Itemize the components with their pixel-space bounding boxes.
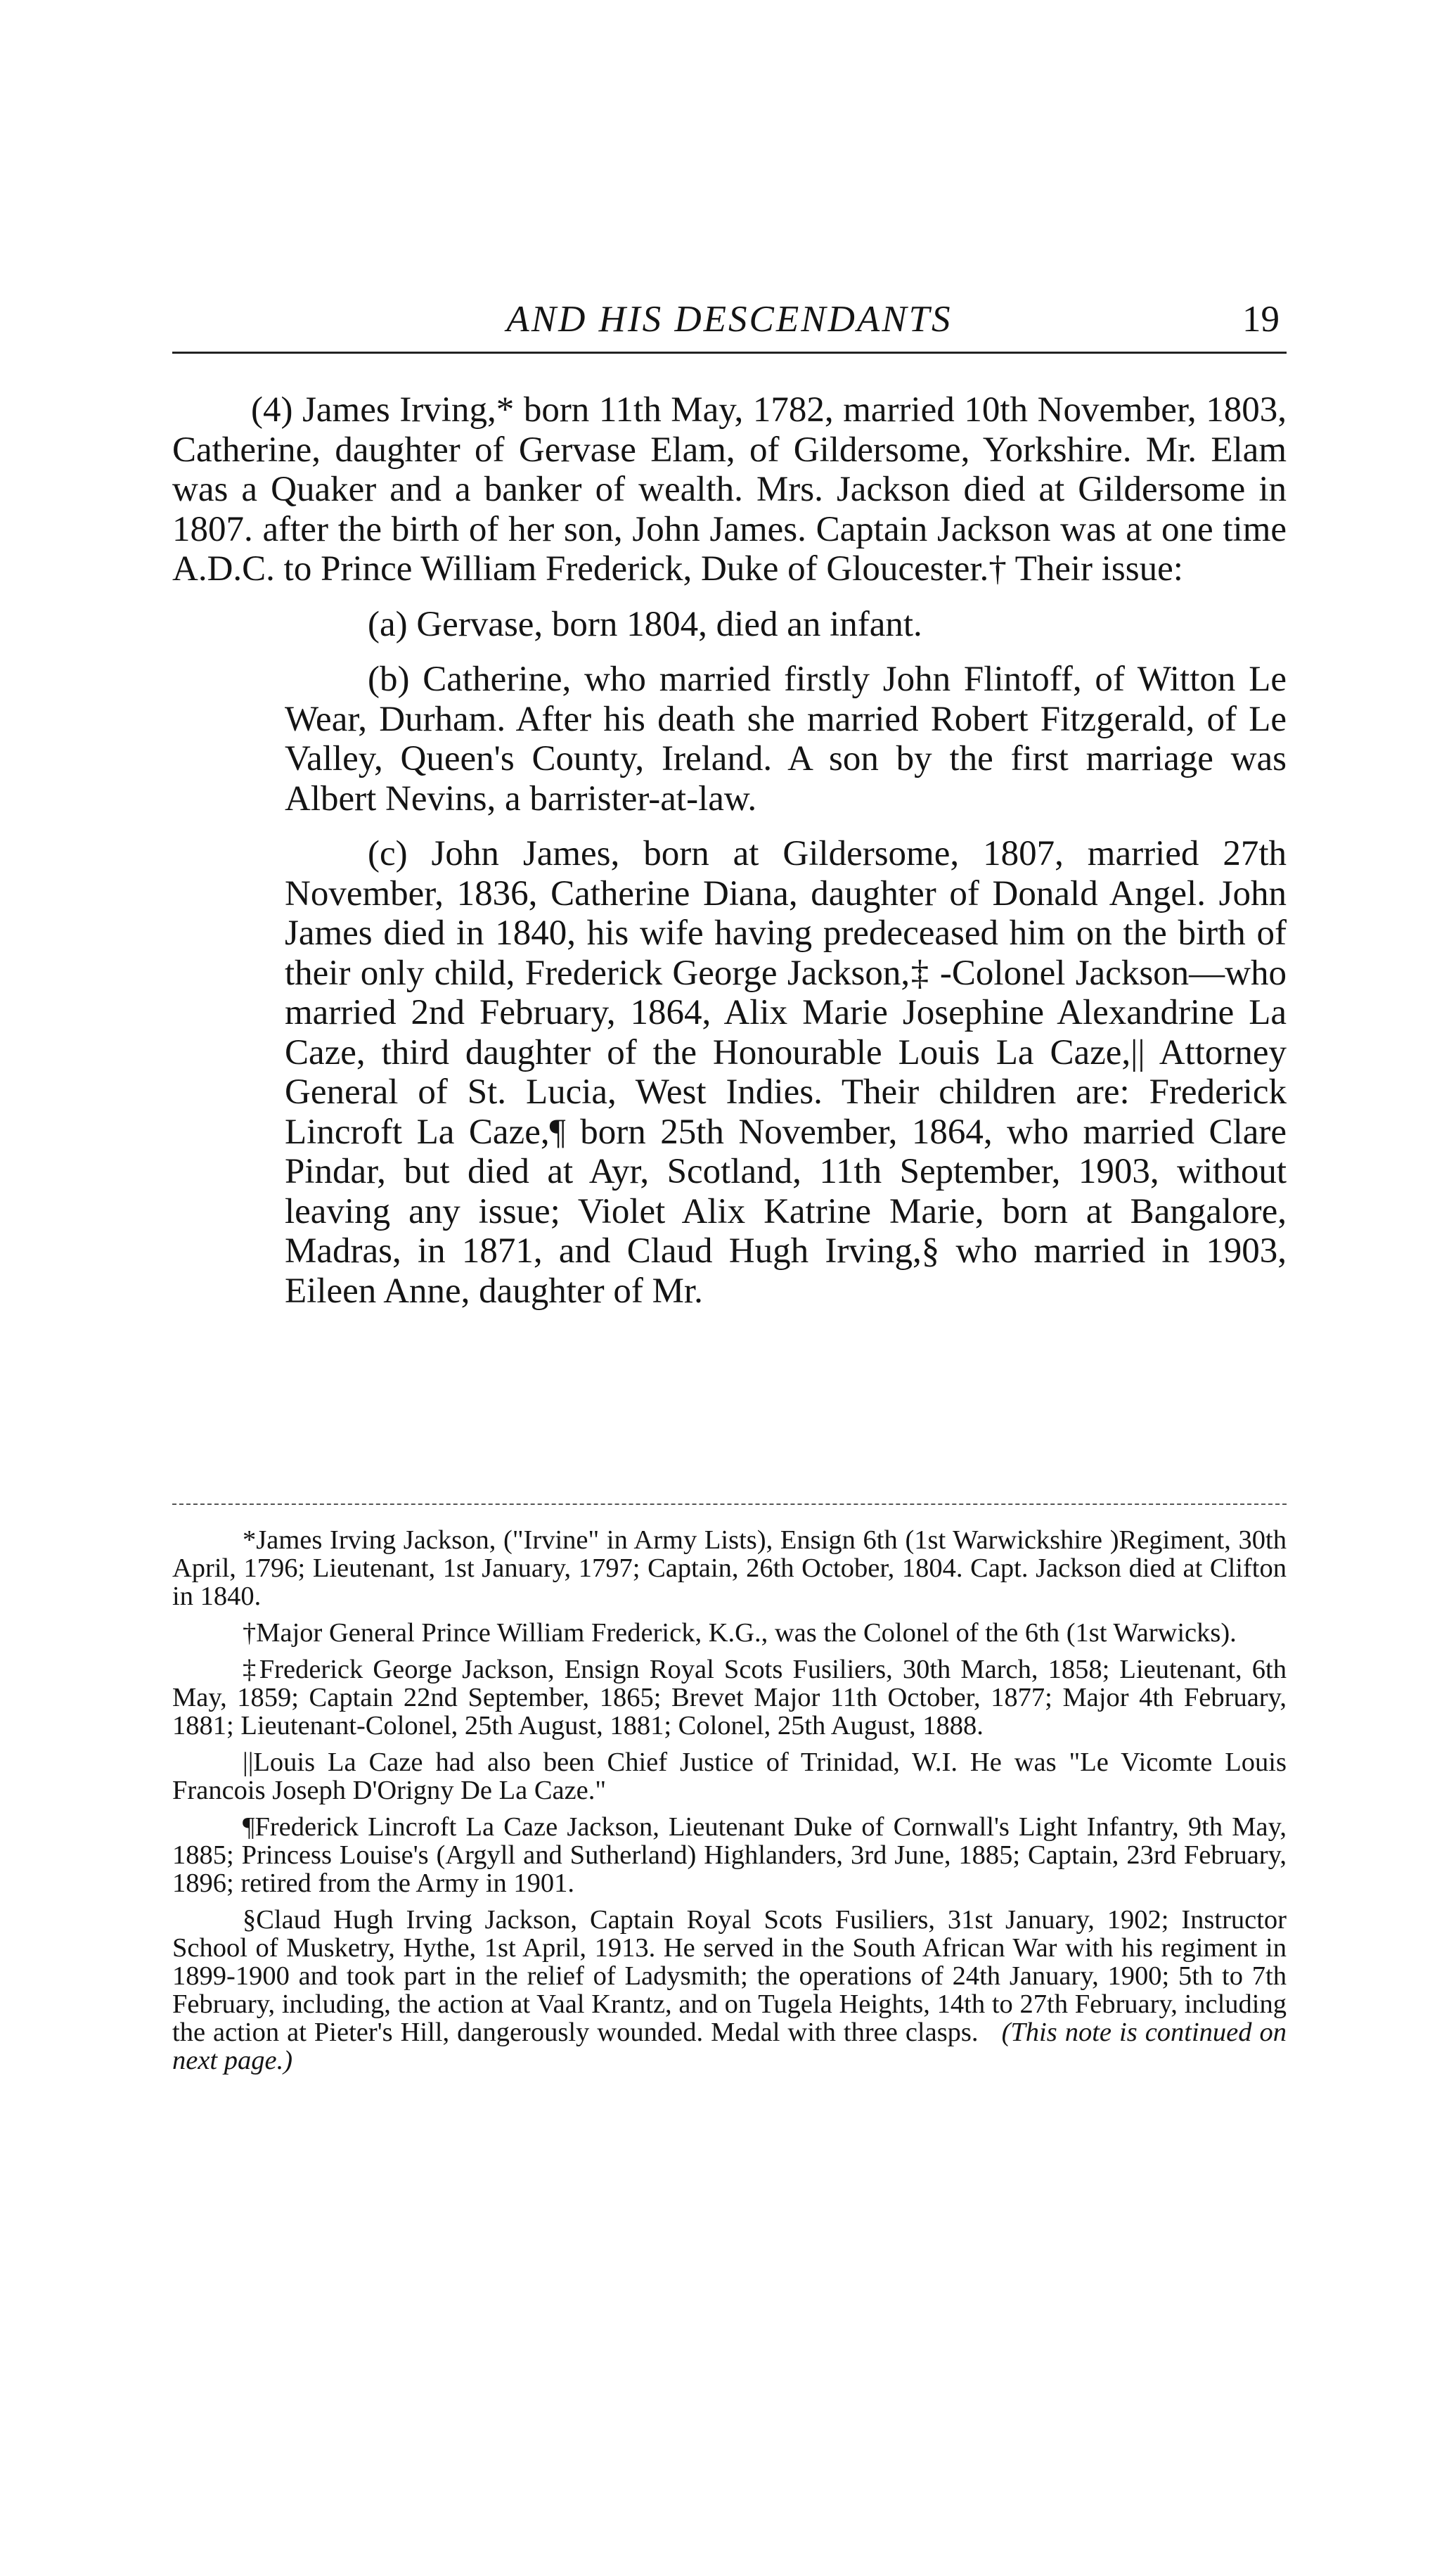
footnote-dagger: †Major General Prince William Frederick, K.G., was the Colonel of the 6th (1st Warwicks). xyxy=(243,1618,1237,1648)
continuation-note: (This note is continued on next page.) xyxy=(172,2018,1287,2075)
footnote-parallel: ||Louis La Caze had also been Chief Justice of Trinidad, W.I. He was "Le Vicomte Louis Francois Joseph D'Origny De La Caze." xyxy=(172,1748,1287,1805)
footnotes xyxy=(172,1526,1287,2083)
issue-item-a: (a) Gervase, born 1804, died an infant. xyxy=(368,604,922,644)
page-number: 19 xyxy=(1242,299,1280,340)
footnote-divider xyxy=(172,1504,1287,1505)
issue-item-b: (b) Catherine, who married firstly John Flintoff, of Witton Le Wear, Durham. After his death she married Robert Fitzgerald, of Le Valley, Queen's County, Ireland. A son by the first marriage was Albert Nevins, a barrister-at-law. xyxy=(285,660,1287,819)
main-text xyxy=(172,390,1287,1326)
paragraph-james-irving: (4) James Irving,* born 11th May, 1782, married 10th November, 1803, Catherine, daughter of Gervase Elam, of Gildersome, Yorkshire. Mr. Elam was a Quaker and a banker of wealth. Mrs. Jackson died at Gildersome in 1807. after the birth of her son, John James. Captain Jackson was at one time A.D.C. to Prince William Frederick, Duke of Gloucester.† Their issue: xyxy=(172,390,1287,589)
running-title: AND HIS DESCENDANTS xyxy=(506,299,953,340)
footnote-pilcrow: ¶Frederick Lincroft La Caze Jackson, Lieutenant Duke of Cornwall's Light Infantry, 9th May, 1885; Princess Louise's (Argyll and Sutherland) Highlanders, 3rd June, 1885; Captain, 23rd February, 1896; retired from the Army in 1901. xyxy=(172,1812,1287,1898)
header-rule xyxy=(172,352,1287,354)
running-head xyxy=(172,294,1287,345)
footnote-double-dagger: ‡Frederick George Jackson, Ensign Royal Scots Fusiliers, 30th March, 1858; Lieutenant, 6th May, 1859; Captain 22nd September, 1865; Brevet Major 11th October, 1877; Major 4th February, 1881; Lieutenant-Colonel, 25th August, 1881; Colonel, 25th August, 1888. xyxy=(172,1655,1287,1740)
footnote-asterisk: *James Irving Jackson, ("Irvine" in Army Lists), Ensign 6th (1st Warwickshire )Regiment, 30th April, 1796; Lieutenant, 1st January, 1797; Captain, 26th October, 1804. Capt. Jackson died at Clifton in 1840. xyxy=(172,1525,1287,1611)
issue-item-c: (c) John James, born at Gildersome, 1807, married 27th November, 1836, Catherine Diana, daughter of Donald Angel. John James died in 1840, his wife having predeceased him on the birth of their only child, Frederick George Jackson,‡ -Colonel Jackson—who married 2nd February, 1864, Alix Marie Josephine Alexandrine La Caze, third daughter of the Honourable Louis La Caze,|| Attorney General of St. Lucia, West Indies. Their children are: Frederick Lincroft La Caze,¶ born 25th November, 1864, who married Clare Pindar, but died at Ayr, Scotland, 11th September, 1903, without leaving any issue; Violet Alix Katrine Marie, born at Bangalore, Madras, in 1871, and Claud Hugh Irving,§ who married in 1903, Eileen Anne, daughter of Mr. xyxy=(285,834,1287,1311)
footnote-section xyxy=(172,1906,1287,2075)
footnote-section-text: §Claud Hugh Irving Jackson, Captain Royal Scots Fusiliers, 31st January, 1902; Instructor School of Musketry, Hythe, 1st April, 1913. He served in the South African War with his regiment in 1899-1900 and took part in the relief of Ladysmith; the operations of 24th January, 1900; 5th to 7th February, including, the action at Vaal Krantz, and on Tugela Heights, 14th to 27th February, including the action at Pieter's Hill, dangerously wounded. Medal with three clasps. xyxy=(172,1905,1287,2047)
